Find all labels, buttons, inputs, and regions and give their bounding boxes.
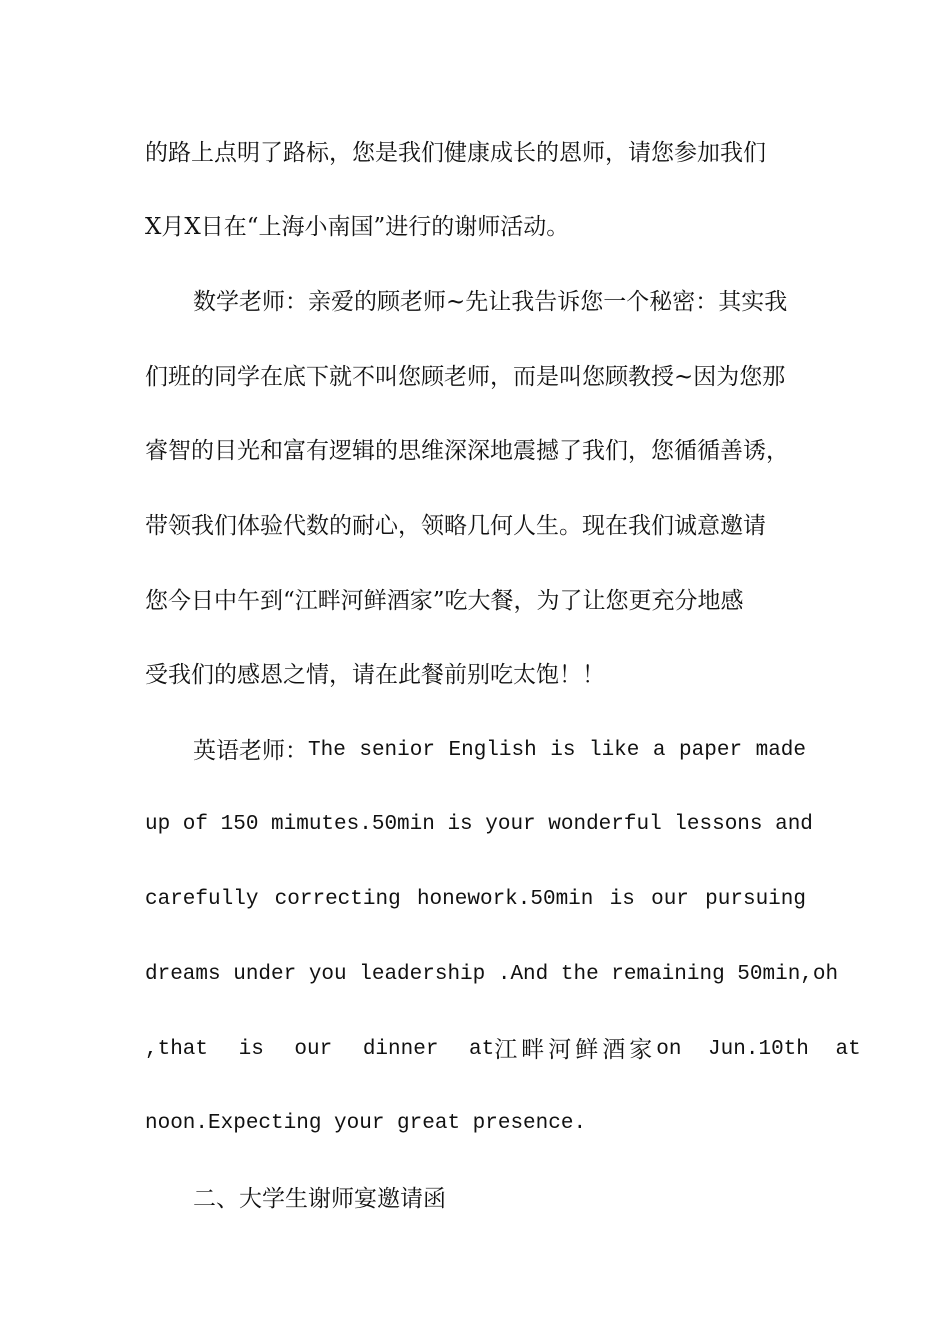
text-line-1: 的路上点明了路标，您是我们健康成长的恩师，请您参加我们 bbox=[145, 140, 766, 166]
text-line-5: 睿智的目光和富有逻辑的思维深深地震撼了我们，您循循善诱， bbox=[145, 438, 789, 464]
text-line-4: 们班的同学在底下就不叫您顾老师，而是叫您顾教授~因为您那 bbox=[145, 364, 786, 390]
section-heading: 二、大学生谢师宴邀请函 bbox=[193, 1186, 446, 1212]
english-line-2: up of 150 mimutes.50min is your wonderful lessons and bbox=[145, 813, 813, 836]
text-line-2: X月X日在“上海小南国”进行的谢师活动。 bbox=[145, 214, 570, 240]
text-line-8: 受我们的感恩之情，请在此餐前别吃太饱！！ bbox=[145, 662, 605, 688]
english-line-3: carefully correcting honework.50min is our pursuing bbox=[145, 888, 806, 911]
english-line-1 bbox=[308, 736, 806, 766]
english-line-6: noon.Expecting your great presence. bbox=[145, 1112, 587, 1135]
english-line-5-start: ,that is our dinner at bbox=[145, 1038, 495, 1061]
english-line-1-text: The senior English is like a paper made bbox=[308, 739, 806, 762]
english-teacher-label: 英语老师： bbox=[193, 738, 308, 764]
text-line-7: 您今日中午到“江畔河鲜酒家”吃大餐，为了让您更充分地感 bbox=[145, 588, 744, 614]
english-line-5 bbox=[145, 1035, 861, 1065]
paragraph-english-teacher-start bbox=[193, 736, 806, 766]
english-line-5-end: on Jun.10th at bbox=[656, 1038, 861, 1061]
text-line-6: 带领我们体验代数的耐心，领略几何人生。现在我们诚意邀请 bbox=[145, 513, 766, 539]
paragraph-math-teacher-start: 数学老师：亲爱的顾老师~先让我告诉您一个秘密：其实我 bbox=[193, 289, 788, 315]
english-line-4: dreams under you leadership .And the remaining 50min,oh bbox=[145, 963, 839, 986]
restaurant-name: 江畔河鲜酒家 bbox=[494, 1037, 657, 1063]
